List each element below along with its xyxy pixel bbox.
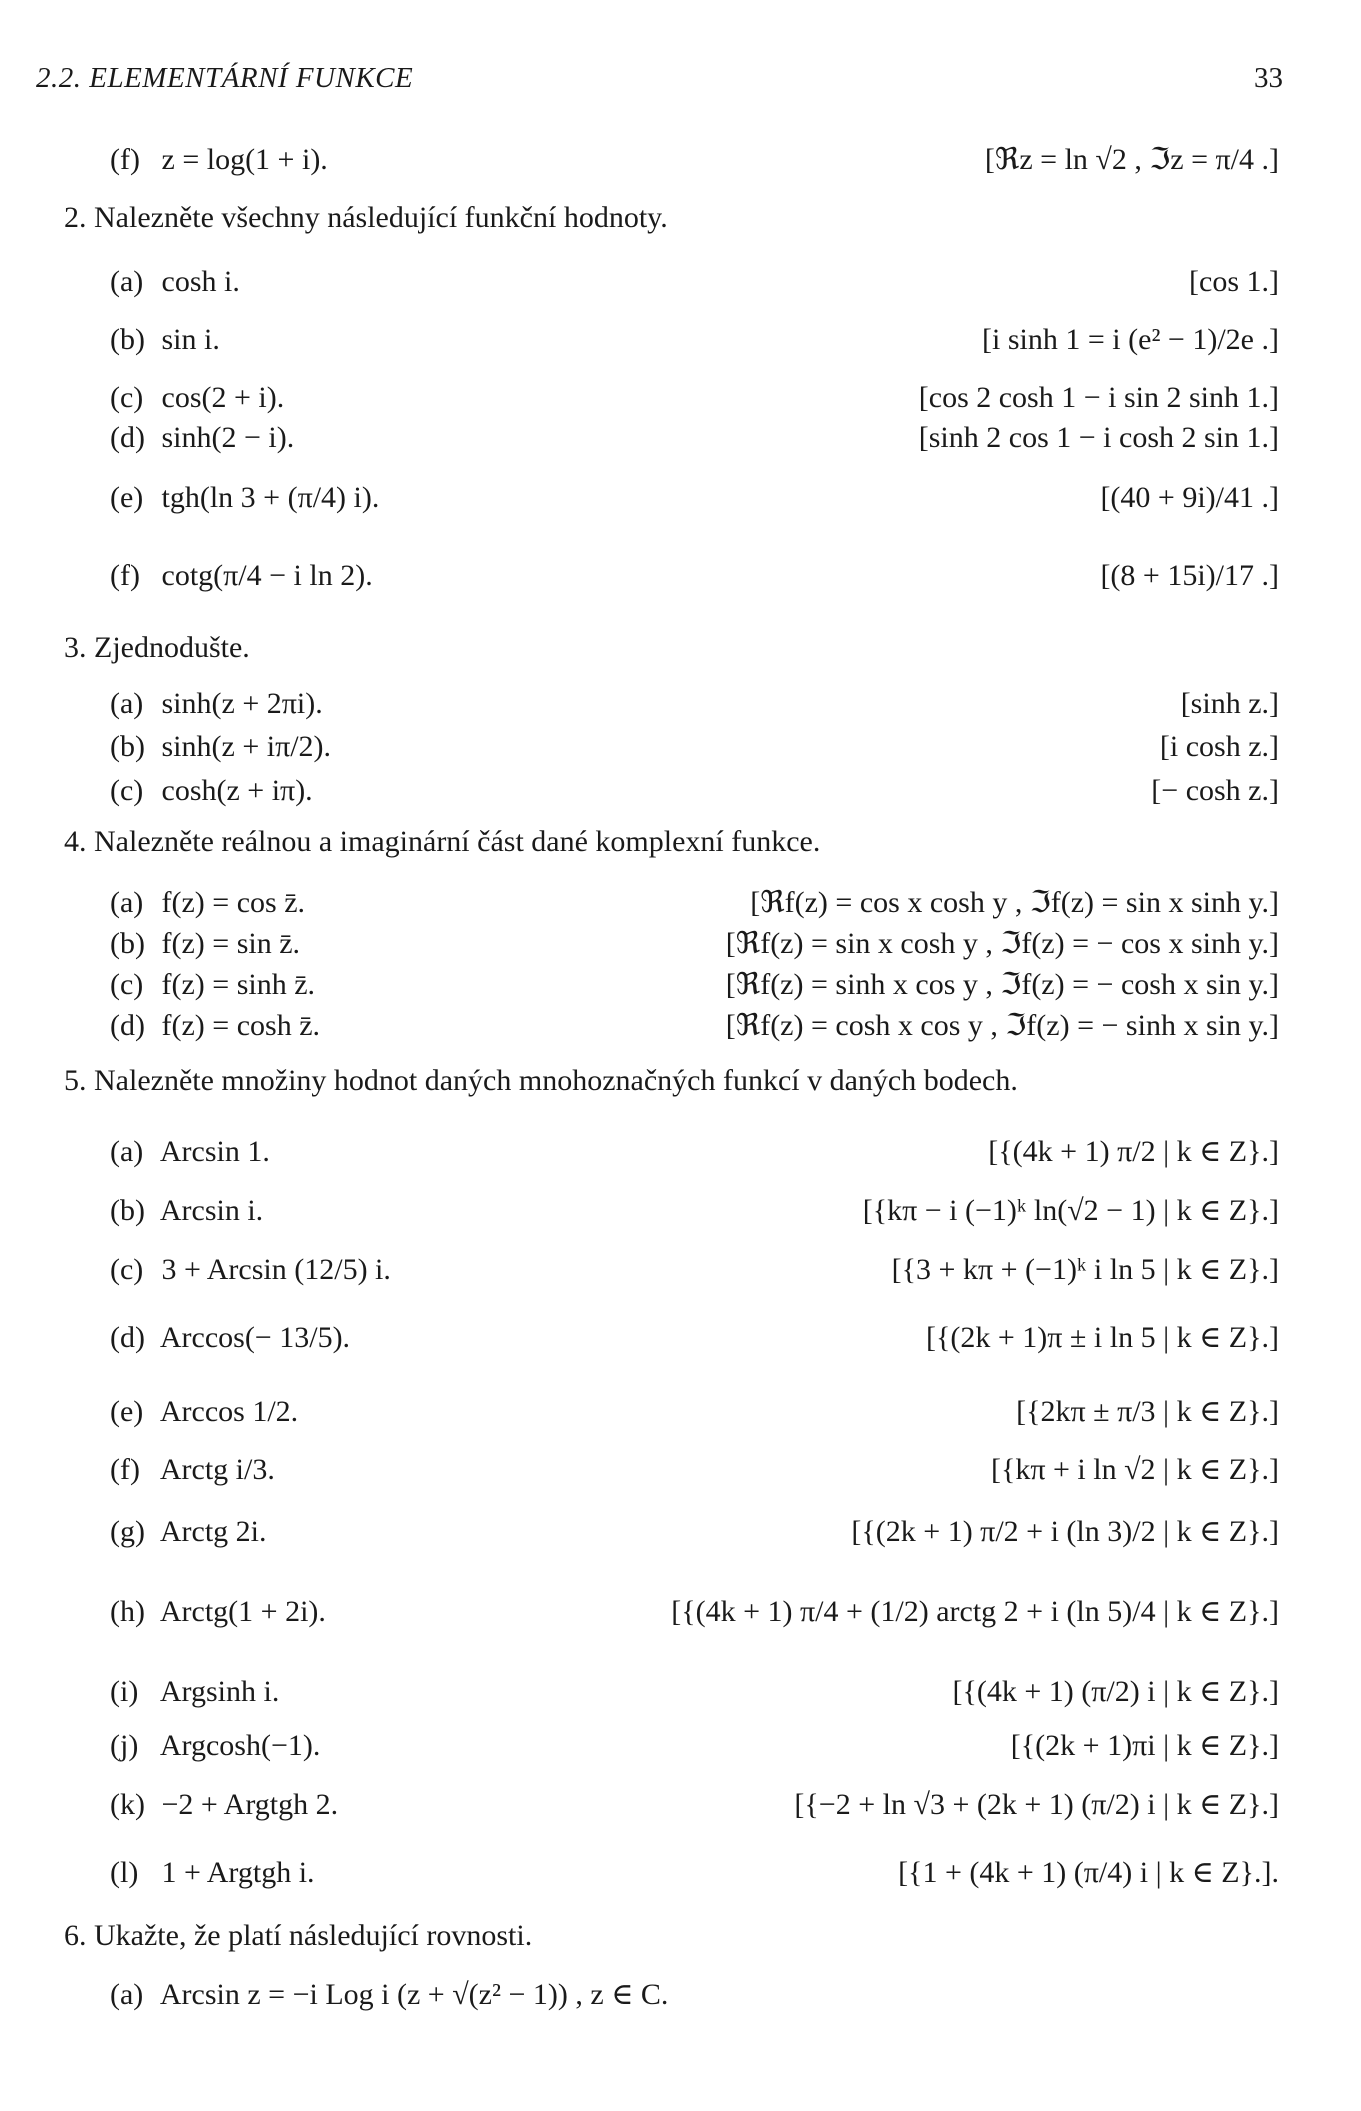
item-expression: 1 + Argtgh i. — [161, 1856, 315, 1889]
exercise-item — [0, 478, 1361, 518]
item-label: (b) — [110, 1194, 145, 1227]
item-answer: [cos 1.] — [1189, 265, 1279, 298]
exercise-heading — [0, 1061, 1361, 1101]
item-body — [110, 771, 313, 811]
item-label: (a) — [110, 687, 144, 720]
exercise-item — [0, 1853, 1361, 1893]
item-label: (l) — [110, 1856, 139, 1889]
item-label: (b) — [110, 323, 145, 356]
item-expression: f(z) = cos z̄. — [161, 886, 306, 919]
item-answer: [sinh z.] — [1180, 687, 1279, 720]
exercise-item — [0, 924, 1361, 964]
exercise-heading-text: 5. Nalezněte množiny hodnot daných mnohoznačných funkcí v daných bodech. — [64, 1064, 1018, 1097]
item-expression: sinh(z + iπ/2). — [161, 730, 332, 763]
exercise-item — [0, 1318, 1361, 1358]
item-answer: [ℜf(z) = sin x cosh y , ℑf(z) = − cos x sinh y.] — [725, 927, 1279, 960]
item-body — [110, 378, 284, 418]
exercise-item — [0, 1672, 1361, 1712]
item-expression: sin i. — [161, 323, 220, 356]
exercise-item — [0, 883, 1361, 923]
item-answer: [(8 + 15i)/17 .] — [1100, 559, 1279, 592]
item-expression: Argsinh i. — [159, 1675, 280, 1708]
item-label: (c) — [110, 968, 144, 1001]
exercise-item — [0, 140, 1361, 180]
item-label: (b) — [110, 927, 145, 960]
item-body — [110, 418, 294, 458]
item-answer: [ℜz = ln √2 , ℑz = π/4 .] — [984, 143, 1279, 176]
item-expression: f(z) = sin z̄. — [161, 927, 301, 960]
exercise-heading-text: 6. Ukažte, že platí následující rovnosti. — [64, 1919, 533, 1952]
item-expression: Arctg 2i. — [159, 1515, 267, 1548]
exercise-item — [0, 262, 1361, 302]
item-answer: [cos 2 cosh 1 − i sin 2 sinh 1.] — [918, 381, 1279, 414]
exercise-item — [0, 1785, 1361, 1825]
item-body — [110, 1318, 350, 1358]
item-body — [110, 140, 328, 180]
item-body — [110, 320, 220, 360]
item-expression: 3 + Arcsin (12/5) i. — [161, 1253, 391, 1286]
item-answer: [{−2 + ln √3 + (2k + 1) (π/2) i | k ∈ Z}.] — [794, 1788, 1279, 1821]
item-expression: f(z) = cosh z̄. — [161, 1009, 321, 1042]
item-expression: cosh i. — [161, 265, 240, 298]
item-label: (e) — [110, 1395, 144, 1428]
item-body — [110, 727, 331, 767]
item-body — [110, 1392, 298, 1432]
item-body — [110, 924, 300, 964]
item-answer: [− cosh z.] — [1151, 774, 1279, 807]
page-number: 33 — [1254, 62, 1283, 94]
item-label: (c) — [110, 1253, 144, 1286]
item-expression: z = log(1 + i). — [161, 143, 328, 176]
item-body — [110, 965, 315, 1005]
item-answer: [i cosh z.] — [1159, 730, 1279, 763]
item-answer: [{1 + (4k + 1) (π/4) i | k ∈ Z}.]. — [898, 1856, 1279, 1889]
exercise-item — [0, 1006, 1361, 1046]
item-answer: [ℜf(z) = sinh x cos y , ℑf(z) = − cosh x sin y.] — [725, 968, 1279, 1001]
item-body — [110, 1132, 270, 1172]
item-label: (k) — [110, 1788, 145, 1821]
item-expression: −2 + Argtgh 2. — [161, 1788, 339, 1821]
item-expression: sinh(z + 2πi). — [161, 687, 323, 720]
exercise-item — [0, 418, 1361, 458]
item-label: (b) — [110, 730, 145, 763]
item-answer: [{(2k + 1)π ± i ln 5 | k ∈ Z}.] — [926, 1321, 1279, 1354]
item-label: (a) — [110, 886, 144, 919]
exercise-item — [0, 965, 1361, 1005]
item-body — [110, 1672, 279, 1712]
item-label: (d) — [110, 421, 145, 454]
item-answer: [{(2k + 1) π/2 + i (ln 3)/2 | k ∈ Z}.] — [851, 1515, 1279, 1548]
item-label: (c) — [110, 381, 144, 414]
exercise-item — [0, 320, 1361, 360]
item-expression: cosh(z + iπ). — [161, 774, 313, 807]
item-expression: cos(2 + i). — [161, 381, 285, 414]
item-label: (i) — [110, 1675, 139, 1708]
item-expression: Arcsin 1. — [159, 1135, 270, 1168]
item-label: (h) — [110, 1595, 145, 1628]
exercise-item — [0, 1726, 1361, 1766]
item-answer: [i sinh 1 = i (e² − 1)/2e .] — [982, 323, 1279, 356]
exercise-heading-text: 3. Zjednodušte. — [64, 631, 250, 664]
exercise-item — [0, 1250, 1361, 1290]
item-label: (f) — [110, 1453, 140, 1486]
item-answer: [{(4k + 1) π/2 | k ∈ Z}.] — [988, 1135, 1279, 1168]
item-expression: tgh(ln 3 + (π/4) i). — [161, 481, 380, 514]
item-label: (g) — [110, 1515, 145, 1548]
item-expression: f(z) = sinh z̄. — [161, 968, 316, 1001]
exercise-heading — [0, 1916, 1361, 1956]
item-body — [110, 883, 305, 923]
exercise-heading — [0, 822, 1361, 862]
item-label: (j) — [110, 1729, 139, 1762]
item-expression: sinh(2 − i). — [161, 421, 295, 454]
item-expression: Argcosh(−1). — [159, 1729, 321, 1762]
item-body — [110, 556, 373, 596]
item-body — [110, 1592, 326, 1632]
item-answer: [{kπ − i (−1)ᵏ ln(√2 − 1) | k ∈ Z}.] — [862, 1194, 1279, 1227]
exercise-item — [0, 1132, 1361, 1172]
exercise-item — [0, 1512, 1361, 1552]
item-label: (a) — [110, 1978, 144, 2011]
item-expression: Arcsin z = −i Log i (z + √(z² − 1)) , z ∈ C. — [159, 1978, 669, 2011]
exercise-heading — [0, 198, 1361, 238]
item-answer: [{(4k + 1) (π/2) i | k ∈ Z}.] — [952, 1675, 1279, 1708]
item-expression: Arcsin i. — [159, 1194, 264, 1227]
item-answer: [sinh 2 cos 1 − i cosh 2 sin 1.] — [918, 421, 1279, 454]
item-answer: [{(4k + 1) π/4 + (1/2) arctg 2 + i (ln 5)/4 | k ∈ Z}.] — [671, 1595, 1279, 1628]
item-label: (a) — [110, 1135, 144, 1168]
exercise-item — [0, 1450, 1361, 1490]
item-expression: Arctg i/3. — [159, 1453, 275, 1486]
item-label: (d) — [110, 1321, 145, 1354]
item-body — [110, 478, 379, 518]
item-body — [110, 1975, 668, 2015]
item-body — [110, 1006, 320, 1046]
item-body — [110, 1853, 315, 1893]
exercise-item — [0, 1392, 1361, 1432]
item-body — [110, 1250, 391, 1290]
exercise-item — [0, 378, 1361, 418]
exercise-item — [0, 556, 1361, 596]
item-answer: [ℜf(z) = cosh x cos y , ℑf(z) = − sinh x sin y.] — [725, 1009, 1279, 1042]
running-header — [36, 62, 1283, 102]
item-body — [110, 684, 323, 724]
item-label: (f) — [110, 559, 140, 592]
exercise-item — [0, 727, 1361, 767]
item-label: (a) — [110, 265, 144, 298]
item-body — [110, 262, 240, 302]
exercise-item — [0, 684, 1361, 724]
item-answer: [{(2k + 1)πi | k ∈ Z}.] — [1010, 1729, 1279, 1762]
chapter-title: 2.2. ELEMENTÁRNÍ FUNKCE — [36, 62, 414, 94]
item-label: (c) — [110, 774, 144, 807]
exercise-item — [0, 1191, 1361, 1231]
item-label: (f) — [110, 143, 140, 176]
item-body — [110, 1726, 320, 1766]
item-expression: Arctg(1 + 2i). — [159, 1595, 326, 1628]
item-expression: Arccos(− 13/5). — [159, 1321, 351, 1354]
item-answer: [(40 + 9i)/41 .] — [1100, 481, 1279, 514]
exercise-item — [0, 1975, 1361, 2015]
item-expression: Arccos 1/2. — [159, 1395, 299, 1428]
exercise-heading-text: 4. Nalezněte reálnou a imaginární část dané komplexní funkce. — [64, 825, 821, 858]
item-answer: [{3 + kπ + (−1)ᵏ i ln 5 | k ∈ Z}.] — [891, 1253, 1279, 1286]
item-body — [110, 1450, 275, 1490]
item-body — [110, 1512, 267, 1552]
exercise-item — [0, 1592, 1361, 1632]
item-body — [110, 1191, 263, 1231]
item-expression: cotg(π/4 − i ln 2). — [161, 559, 373, 592]
exercise-item — [0, 771, 1361, 811]
item-label: (d) — [110, 1009, 145, 1042]
item-label: (e) — [110, 481, 144, 514]
exercise-heading-text: 2. Nalezněte všechny následující funkční hodnoty. — [64, 201, 668, 234]
item-body — [110, 1785, 338, 1825]
item-answer: [ℜf(z) = cos x cosh y , ℑf(z) = sin x sinh y.] — [750, 886, 1279, 919]
item-answer: [{2kπ ± π/3 | k ∈ Z}.] — [1016, 1395, 1279, 1428]
exercise-heading — [0, 628, 1361, 668]
item-answer: [{kπ + i ln √2 | k ∈ Z}.] — [990, 1453, 1279, 1486]
